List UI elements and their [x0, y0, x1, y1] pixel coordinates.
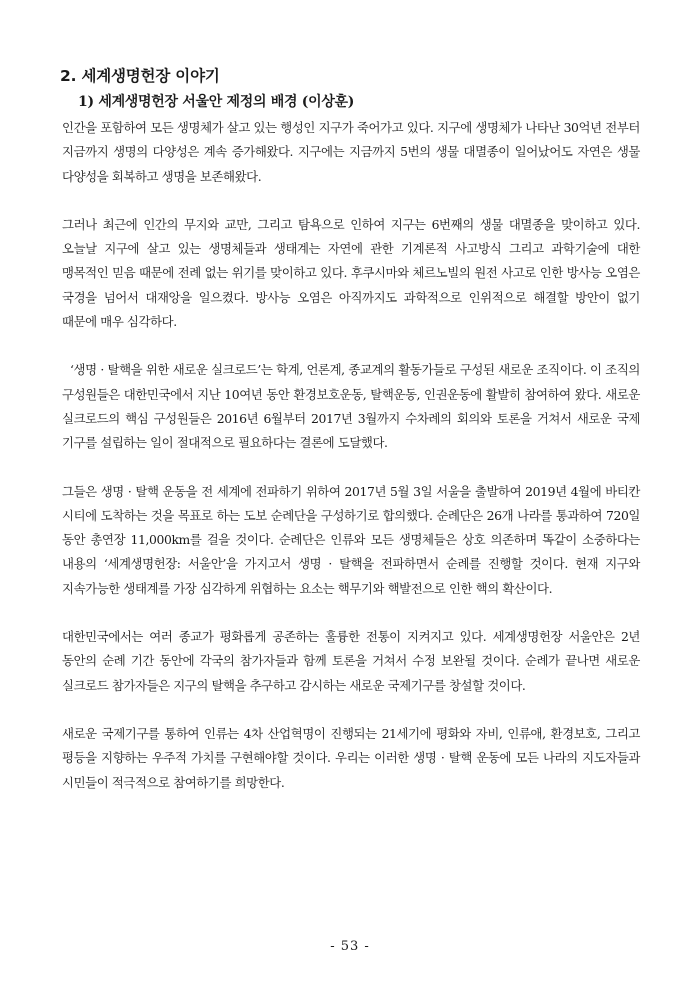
paragraph-4: 그들은 생명 · 탈핵 운동을 전 세계에 전파하기 위하여 2017년 5월 3일 서울을 출발하여 2019년 4월에 바티칸 시티에 도착하는 것을 목표로 하는 도보 순례단을 구성하기로 합의했다. 순례단은 26개 나라를 통과하여 720일 동안 총연장 11,000km를 걸을 것이다. 순례단은 인류와 모든 생명체들은 상호 의존하며 똑같이 소중하다는 내용의 ‘세계생명헌장: 서울안’을 가지고서 생명 · 탈핵을 전파하면서 순례를 진행할 것이다. 현재 지구와 지속가능한 생태계를 가장 심각하게 위협하는 요소는 핵무기와 핵발전으로 인한 핵의 확산이다.: [62, 483, 640, 596]
paragraph-2: 그러나 최근에 인간의 무지와 교만, 그리고 탐욕으로 인하여 지구는 6번째의 생물 대멸종을 맞이하고 있다. 오늘날 지구에 살고 있는 생명체들과 생태계는 자연에 관한 기계론적 사고방식 그리고 과학기술에 대한 맹목적인 믿음 때문에 전례 없는 위기를 맞이하고 있다. 후쿠시마와 체르노빌의 원전 사고로 인한 방사능 오염은 국경을 넘어서 대재앙을 일으켰다. 방사능 오염은 아직까지도 과학적으로 인위적으로 해결할 방안이 없기 때문에 매우 심각하다.: [62, 216, 640, 330]
paragraph-6: 새로운 국제기구를 통하여 인류는 4차 산업혁명이 진행되는 21세기에 평화와 자비, 인류애, 환경보호, 그리고 평등을 지향하는 우주적 가치를 구현해야할 것이다. 우리는 이러한 생명 · 탈핵 운동에 모든 나라의 지도자들과 시민들이 적극적으로 참여하기를 희망한다.: [62, 725, 640, 790]
page-number: - 53 -: [330, 939, 370, 954]
sub-title: 1) 세계생명헌장 서울안 제정의 배경 (이상훈): [78, 94, 355, 110]
paragraph-3: ‘생명 · 탈핵을 위한 새로운 실크로드’는 학계, 언론계, 종교계의 활동가들로 구성된 새로운 조직이다. 이 조직의 구성원들은 대한민국에서 지난 10여년 동안 환경보호운동, 탈핵운동, 인권운동에 활발히 참여하여 왔다. 새로운 실크로드의 핵심 구성원들은 2016년 6월부터 2017년 3월까지 수차례의 회의와 토론을 거쳐서 새로운 국제 기구를 설립하는 일이 절대적으로 필요하다는 결론에 도달했다.: [62, 362, 640, 451]
document-body: [62, 116, 640, 819]
paragraph-5: 대한민국에서는 여러 종교가 평화롭게 공존하는 훌륭한 전통이 지켜지고 있다. 세계생명헌장 서울안은 2년 동안의 순례 기간 동안에 각국의 참가자들과 함께 토론을 거쳐서 수정 보완될 것이다. 순례가 끝나면 새로운 실크로드 참가자들은 지구의 탈핵을 추구하고 감시하는 새로운 국제기구를 창설할 것이다.: [62, 629, 640, 693]
paragraph-1: 인간을 포함하여 모든 생명체가 살고 있는 행성인 지구가 죽어가고 있다. 지구에 생명체가 나타난 30억년 전부터 지금까지 생명의 다양성은 계속 증가해왔다. 지구에는 지금까지 5번의 생물 대멸종이 일어났어도 자연은 생물 다양성을 회복하고 생명을 보존해왔다.: [62, 120, 640, 184]
section-title: 2. 세계생명헌장 이야기: [60, 67, 220, 85]
